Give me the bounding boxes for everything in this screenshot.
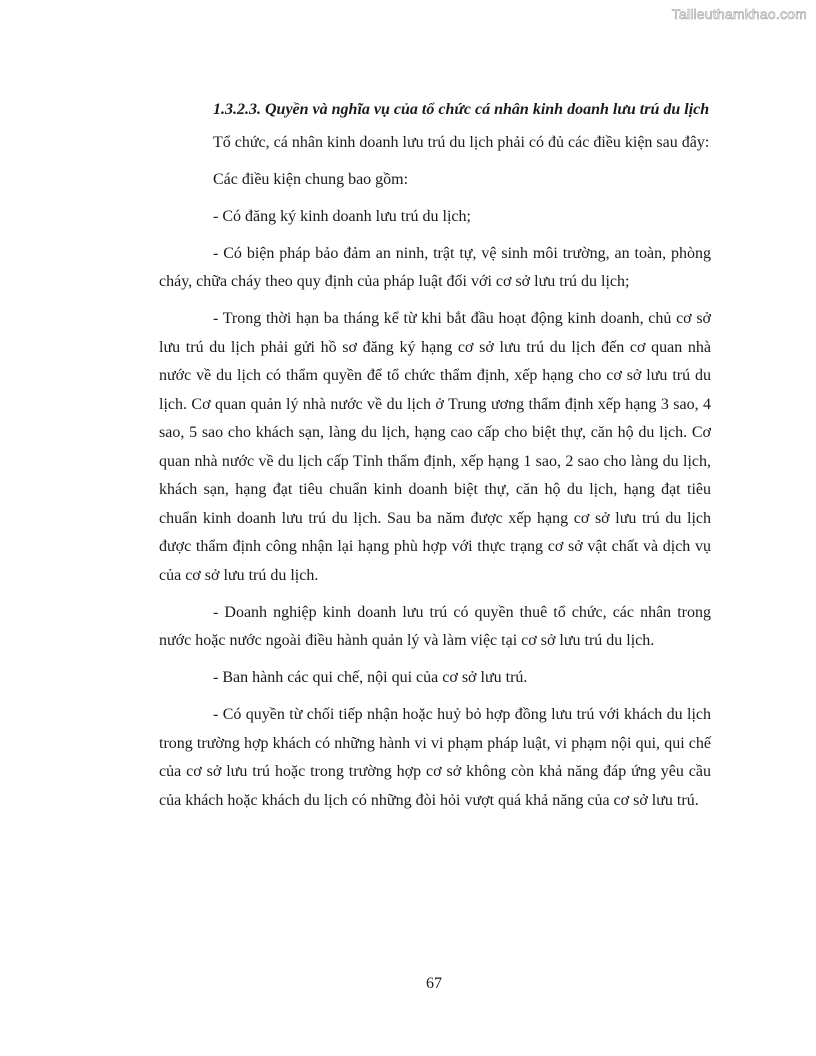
paragraph: - Doanh nghiệp kinh doanh lưu trú có quyền thuê tổ chức, các nhân trong nước hoặc nước ngoài điều hành quản lý và làm việc tại cơ sở lưu trú du lịch. [159,603,711,649]
section-heading-text: 1.3.2.3. Quyền và nghĩa vụ của tổ chức cá nhân kinh doanh lưu trú du lịch [213,101,710,118]
document-body [159,96,711,824]
paragraph: Tổ chức, cá nhân kinh doanh lưu trú du lịch phải có đủ các điều kiện sau đây: [213,133,710,151]
section-heading [159,96,711,125]
paragraph: Các điều kiện chung bao gồm: [213,170,409,188]
watermark-text: Tailieuthamkhao.com [671,6,807,22]
paragraph: - Có đăng ký kinh doanh lưu trú du lịch; [213,207,471,225]
paragraph: - Ban hành các qui chế, nội qui của cơ sở lưu trú. [213,669,528,686]
paragraph: - Có quyền từ chối tiếp nhận hoặc huỷ bỏ hợp đồng lưu trú với khách du lịch trong trường hợp khách có những hành vi vi phạm pháp luật, vi phạm nội qui, qui chế của cơ sở lưu trú hoặc trong trường hợp cơ sở không còn khả năng đáp ứng yêu cầu của khách hoặc khách du lịch có những đòi hỏi vượt quá khả năng của cơ sở lưu trú. [159,706,711,809]
paragraph: - Có biện pháp bảo đảm an ninh, trật tự, vệ sinh môi trường, an toàn, phòng cháy, chữa cháy theo quy định của pháp luật đối với cơ sở lưu trú du lịch; [159,244,711,290]
paragraph: - Trong thời hạn ba tháng kể từ khi bắt đầu hoạt động kinh doanh, chủ cơ sở lưu trú du lịch phải gửi hồ sơ đăng ký hạng cơ sở lưu trú du lịch đến cơ quan nhà nước về du lịch có thẩm quyền để tổ chức thẩm định, xếp hạng cho cơ sở lưu trú du lịch. Cơ quan quản lý nhà nước về du lịch ở Trung ương thẩm định xếp hạng 3 sao, 4 sao, 5 sao cho khách sạn, làng du lịch, hạng cao cấp cho biệt thự, căn hộ du lịch. Cơ quan nhà nước về du lịch cấp Tỉnh thẩm định, xếp hạng 1 sao, 2 sao cho làng du lịch, khách sạn, hạng đạt tiêu chuẩn kinh doanh biệt thự, căn hộ du lịch, hạng đạt tiêu chuẩn kinh doanh lưu trú du lịch. Sau ba năm được xếp hạng cơ sở lưu trú du lịch được thẩm định công nhận lại hạng phù hợp với thực trạng cơ sở vật chất và dịch vụ của cơ sở lưu trú du lịch. [159,310,711,584]
page-number: 67 [426,975,442,992]
